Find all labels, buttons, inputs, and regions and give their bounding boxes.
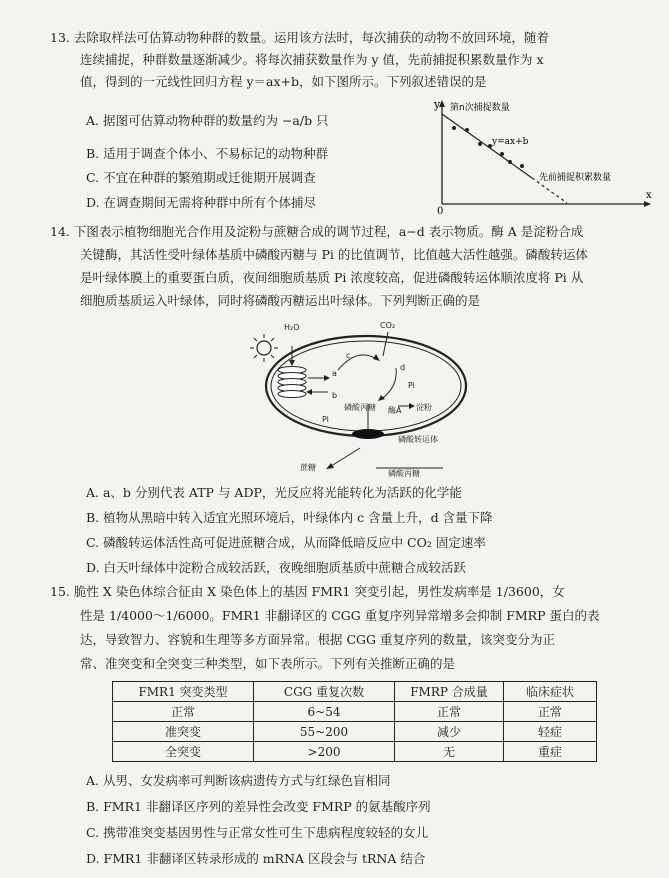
table-header-cell: CGG 重复次数 <box>254 682 395 702</box>
label-a: a <box>332 369 337 378</box>
q14-chloroplast-diagram <box>248 318 478 478</box>
regression-equation: y=ax+b <box>492 137 529 147</box>
table-header-cell: FMRP 合成量 <box>395 682 504 702</box>
table-cell: 轻症 <box>504 722 597 742</box>
table-row <box>113 722 597 742</box>
data-point <box>478 142 482 146</box>
q13-stem-line-2: 连续捕捉，种群数量逐渐减少。将每次捕获数量作为 y 值，先前捕捉积累数量作为 x <box>80 52 544 67</box>
label-d: d <box>400 363 406 372</box>
q14-stem-line-4: 细胞质基质运入叶绿体，同时将磷酸丙糖运出叶绿体。下列判断正确的是 <box>80 293 481 308</box>
table-header-row <box>113 682 597 702</box>
q13-stem-line-3: 值，得到的一元线性回归方程 y＝ax+b，如下图所示。下列叙述错误的是 <box>80 74 487 89</box>
table-cell: 无 <box>395 742 504 762</box>
q14-stem-line-2: 关键酶，其活性受叶绿体基质中磷酸丙糖与 Pi 的比值调节，比值越大活性越强。磷酸转运体 <box>80 247 588 262</box>
q13-option-d: D. 在调查期间无需将种群中所有个体捕尽 <box>86 195 317 210</box>
label-b: b <box>332 391 338 400</box>
data-point <box>465 128 469 132</box>
q15-option-b: B. FMR1 非翻译区序列的差异性会改变 FMRP 的氨基酸序列 <box>86 799 431 814</box>
q15-stem-line-1: 15. 脆性 X 染色体综合征由 X 染色体上的基因 FMR1 突变引起，男性发病率是 1/3600，女 <box>50 584 565 599</box>
co2-label: CO₂ <box>380 321 396 330</box>
table-row <box>113 742 597 762</box>
x-axis-arrow <box>644 201 651 207</box>
table-cell: 55~200 <box>254 722 395 742</box>
q15-option-d: D. FMR1 非翻译区转录形成的 mRNA 区段会与 tRNA 结合 <box>86 851 426 866</box>
q13-stem-line-1: 13. 去除取样法可估算动物种群的数量。运用该方法时，每次捕获的动物不放回环境，随着 <box>50 30 549 45</box>
table-cell: >200 <box>254 742 395 762</box>
transporter-label: 磷酸转运体 <box>398 435 438 444</box>
q15-stem-line-2: 性是 1/4000～1/6000。FMR1 非翻译区的 CGG 重复序列异常增多会抑制 FMRP 蛋白的表 <box>80 608 600 623</box>
y-axis-label: 第n次捕捉数量 <box>450 103 510 113</box>
q15-stem-line-3: 达，导致智力、容貌和生理等多方面异常。根据 CGG 重复序列的数量，该突变分为正 <box>80 632 555 647</box>
h2o-label: H₂O <box>284 323 300 332</box>
q14-option-c: C. 磷酸转运体活性高可促进蔗糖合成，从而降低暗反应中 CO₂ 固定速率 <box>86 535 486 550</box>
q13-option-c: C. 不宜在种群的繁殖期或迁徙期开展调查 <box>86 170 316 185</box>
table-cell: 6~54 <box>254 702 395 722</box>
data-point <box>500 152 504 156</box>
table-cell: 全突变 <box>113 742 254 762</box>
sucrose-label: 蔗糖 <box>300 463 316 472</box>
table-cell: 减少 <box>395 722 504 742</box>
starch-label: 淀粉 <box>416 403 432 412</box>
fmr1-mutation-table <box>112 681 597 762</box>
table-cell: 正常 <box>504 702 597 722</box>
phosphate-transporter-shape <box>352 429 384 439</box>
data-point <box>520 164 524 168</box>
label-c: c <box>346 351 351 360</box>
q13-regression-graph <box>432 96 657 214</box>
q13-option-a: A. 据图可估算动物种群的数量约为 −a/b 只 <box>86 113 329 128</box>
table-cell: 重症 <box>504 742 597 762</box>
triose-phosphate-inside-label: 磷酸丙糖 <box>344 403 376 412</box>
table-cell: 准突变 <box>113 722 254 742</box>
q14-option-b: B. 植物从黑暗中转入适宜光照环境后，叶绿体内 c 含量上升，d 含量下降 <box>86 510 493 525</box>
pi-right-label: Pi <box>408 381 415 390</box>
table-header-cell: 临床症状 <box>504 682 597 702</box>
q15-option-c: C. 携带准突变基因男性与正常女性可生下患病程度较轻的女儿 <box>86 825 429 840</box>
x-axis-label: 先前捕捉积累数量 <box>539 173 612 183</box>
table-cell: 正常 <box>395 702 504 722</box>
enzyme-a-label: 酶A <box>388 406 402 415</box>
q13-option-b: B. 适用于调查个体小、不易标记的动物种群 <box>86 146 329 161</box>
q14-option-d: D. 白天叶绿体中淀粉合成较活跃，夜晚细胞质基质中蔗糖合成较活跃 <box>86 560 467 575</box>
pi-left-label: Pi <box>322 415 329 424</box>
sun-icon <box>250 334 278 362</box>
q14-stem-line-3: 是叶绿体膜上的重要蛋白质，夜间细胞质基质 Pi 浓度较高，促进磷酸转运体顺浓度将 Pi 从 <box>80 270 584 285</box>
table-cell: 正常 <box>113 702 254 722</box>
y-axis-letter: y <box>434 98 441 111</box>
q14-stem-line-1: 14. 下图表示植物细胞光合作用及淀粉与蔗糖合成的调节过程，a−d 表示物质。酶 A 是淀粉合成 <box>50 224 584 239</box>
x-axis-letter: x <box>646 190 652 201</box>
triose-phosphate-outside-label: 磷酸丙糖 <box>388 469 420 478</box>
q15-option-a: A. 从男、女发病率可判断该病遗传方式与红绿色盲相同 <box>86 773 391 788</box>
thylakoid-grana <box>278 367 306 398</box>
q14-option-a: A. a、b 分别代表 ATP 与 ADP，光反应将光能转化为活跃的化学能 <box>86 485 462 500</box>
table-row <box>113 702 597 722</box>
q15-stem-line-4: 常、准突变和全突变三种类型，如下表所示。下列有关推断正确的是 <box>80 656 456 671</box>
data-point <box>508 160 512 164</box>
table-header-cell: FMR1 突变类型 <box>113 682 254 702</box>
data-point <box>452 126 456 130</box>
origin-label: 0 <box>437 206 444 214</box>
